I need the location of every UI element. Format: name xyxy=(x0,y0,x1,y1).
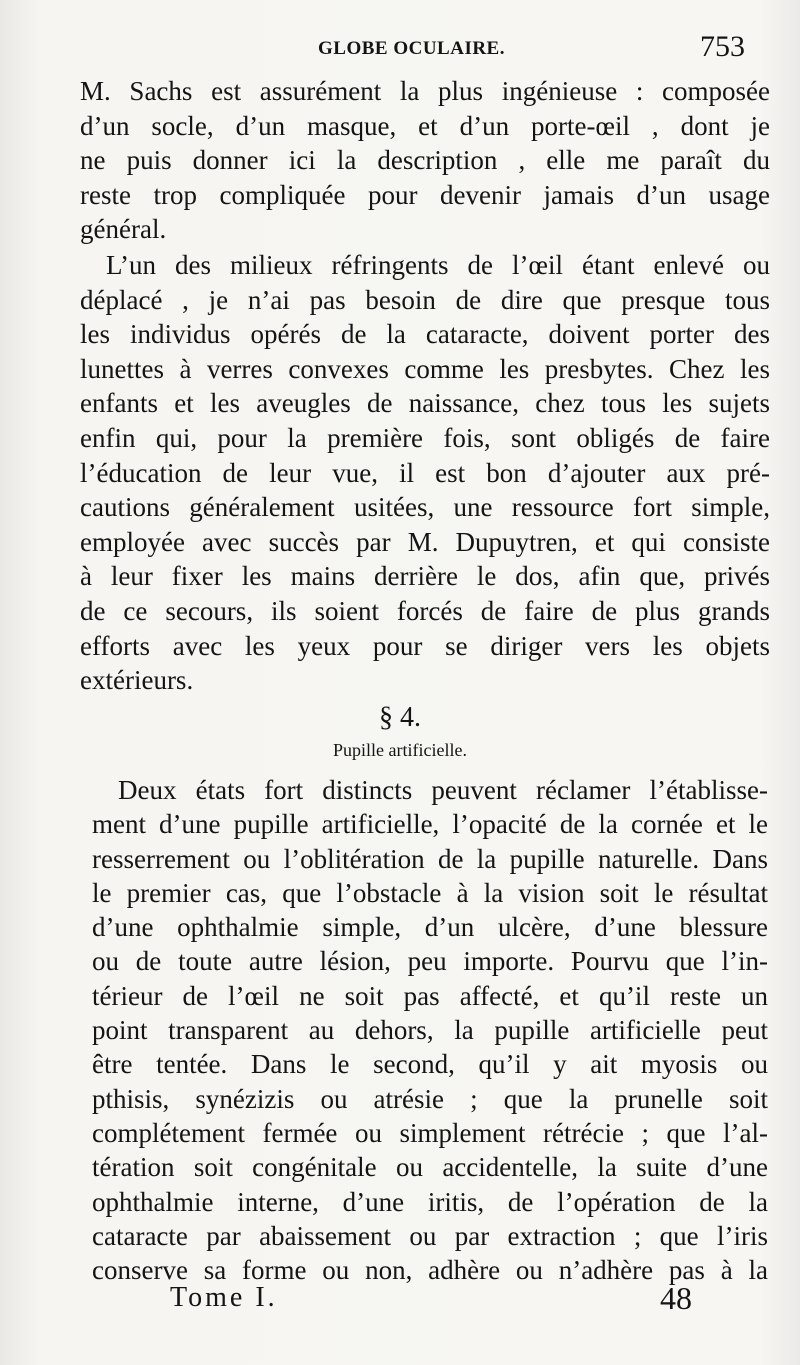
paragraph-1 xyxy=(80,74,770,247)
running-title: GLOBE OCULAIRE. xyxy=(318,38,505,59)
paragraph-2 xyxy=(80,248,770,698)
text-line: cataracte par abaissement ou par extraction ; que l’iris xyxy=(92,1220,768,1251)
text-line: tération soit congénitale ou accidentelle, la suite d’une xyxy=(92,1152,768,1183)
text-line: resserrement ou l’oblitération de la pupille naturelle. Dans xyxy=(92,843,768,874)
text-line: point transparent au dehors, la pupille artificielle peut xyxy=(92,1015,768,1046)
signature-mark: 48 xyxy=(660,1280,692,1316)
volume-label: Tome I. xyxy=(170,1282,278,1313)
text-line: déplacé , je n’ai pas besoin de dire que presque tous xyxy=(80,284,770,315)
text-line: à leur fixer les mains derrière le dos, afin que, privés xyxy=(80,561,770,592)
text-line: ou de toute autre lésion, peu importe. Pourvu que l’in- xyxy=(92,946,768,977)
text-line: M. Sachs est assurément la plus ingénieuse : composée xyxy=(80,76,770,106)
text-line: conserve sa forme ou non, adhère ou n’adhère pas à la xyxy=(92,1255,768,1286)
page-number: 753 xyxy=(700,30,745,63)
text-line: d’une ophthalmie simple, d’un ulcère, d’une blessure xyxy=(92,912,768,943)
text-line: L’un des milieux réfringents de l’œil étant enlevé ou xyxy=(106,250,770,280)
text-line: ment d’une pupille artificielle, l’opacité de la cornée et le xyxy=(92,809,768,840)
text-line: pthisis, synézizis ou atrésie ; que la prunelle soit xyxy=(92,1083,768,1114)
text-line: reste trop compliquée pour devenir jamais d’un usage xyxy=(80,179,770,210)
text-line: efforts avec les yeux pour se diriger vers les objets xyxy=(80,630,770,661)
text-line: Deux états fort distincts peuvent réclamer l’établisse- xyxy=(118,775,768,805)
text-line: térieur de l’œil ne soit pas affecté, et qu’il reste un xyxy=(92,980,768,1011)
text-line: l’éducation de leur vue, il est bon d’ajouter aux pré- xyxy=(80,457,770,488)
text-line: enfants et les aveugles de naissance, chez tous les sujets xyxy=(80,388,770,419)
text-line: le premier cas, que l’obstacle à la vision soit le résultat xyxy=(92,877,768,908)
text-line: ophthalmie interne, d’une iritis, de l’opération de la xyxy=(92,1186,768,1217)
text-line: employée avec succès par M. Dupuytren, et qui consiste xyxy=(80,526,770,557)
text-line: cautions généralement usitées, une ressource fort simple, xyxy=(80,492,770,523)
running-head xyxy=(0,30,800,70)
text-line: extérieurs. xyxy=(80,665,194,696)
text-line: de ce secours, ils soient forcés de faire de plus grands xyxy=(80,595,770,626)
text-line: être tentée. Dans le second, qu’il y ait myosis ou xyxy=(92,1049,768,1080)
text-line: d’un socle, d’un masque, et d’un porte-œil , dont je xyxy=(80,110,770,141)
paragraph-3 xyxy=(92,773,768,1287)
text-line: ne puis donner ici la description , elle me paraît du xyxy=(80,145,770,176)
section-title: Pupille artificielle. xyxy=(333,740,467,760)
section-number: § 4. xyxy=(379,702,421,733)
text-line: enfin qui, pour la première fois, sont obligés de faire xyxy=(80,422,770,453)
text-line: les individus opérés de la cataracte, doivent porter des xyxy=(80,319,770,350)
text-line: général. xyxy=(80,214,167,245)
text-line: complétement fermée ou simplement rétrécie ; que l’al- xyxy=(92,1117,768,1148)
text-line: lunettes à verres convexes comme les presbytes. Chez les xyxy=(80,353,770,384)
